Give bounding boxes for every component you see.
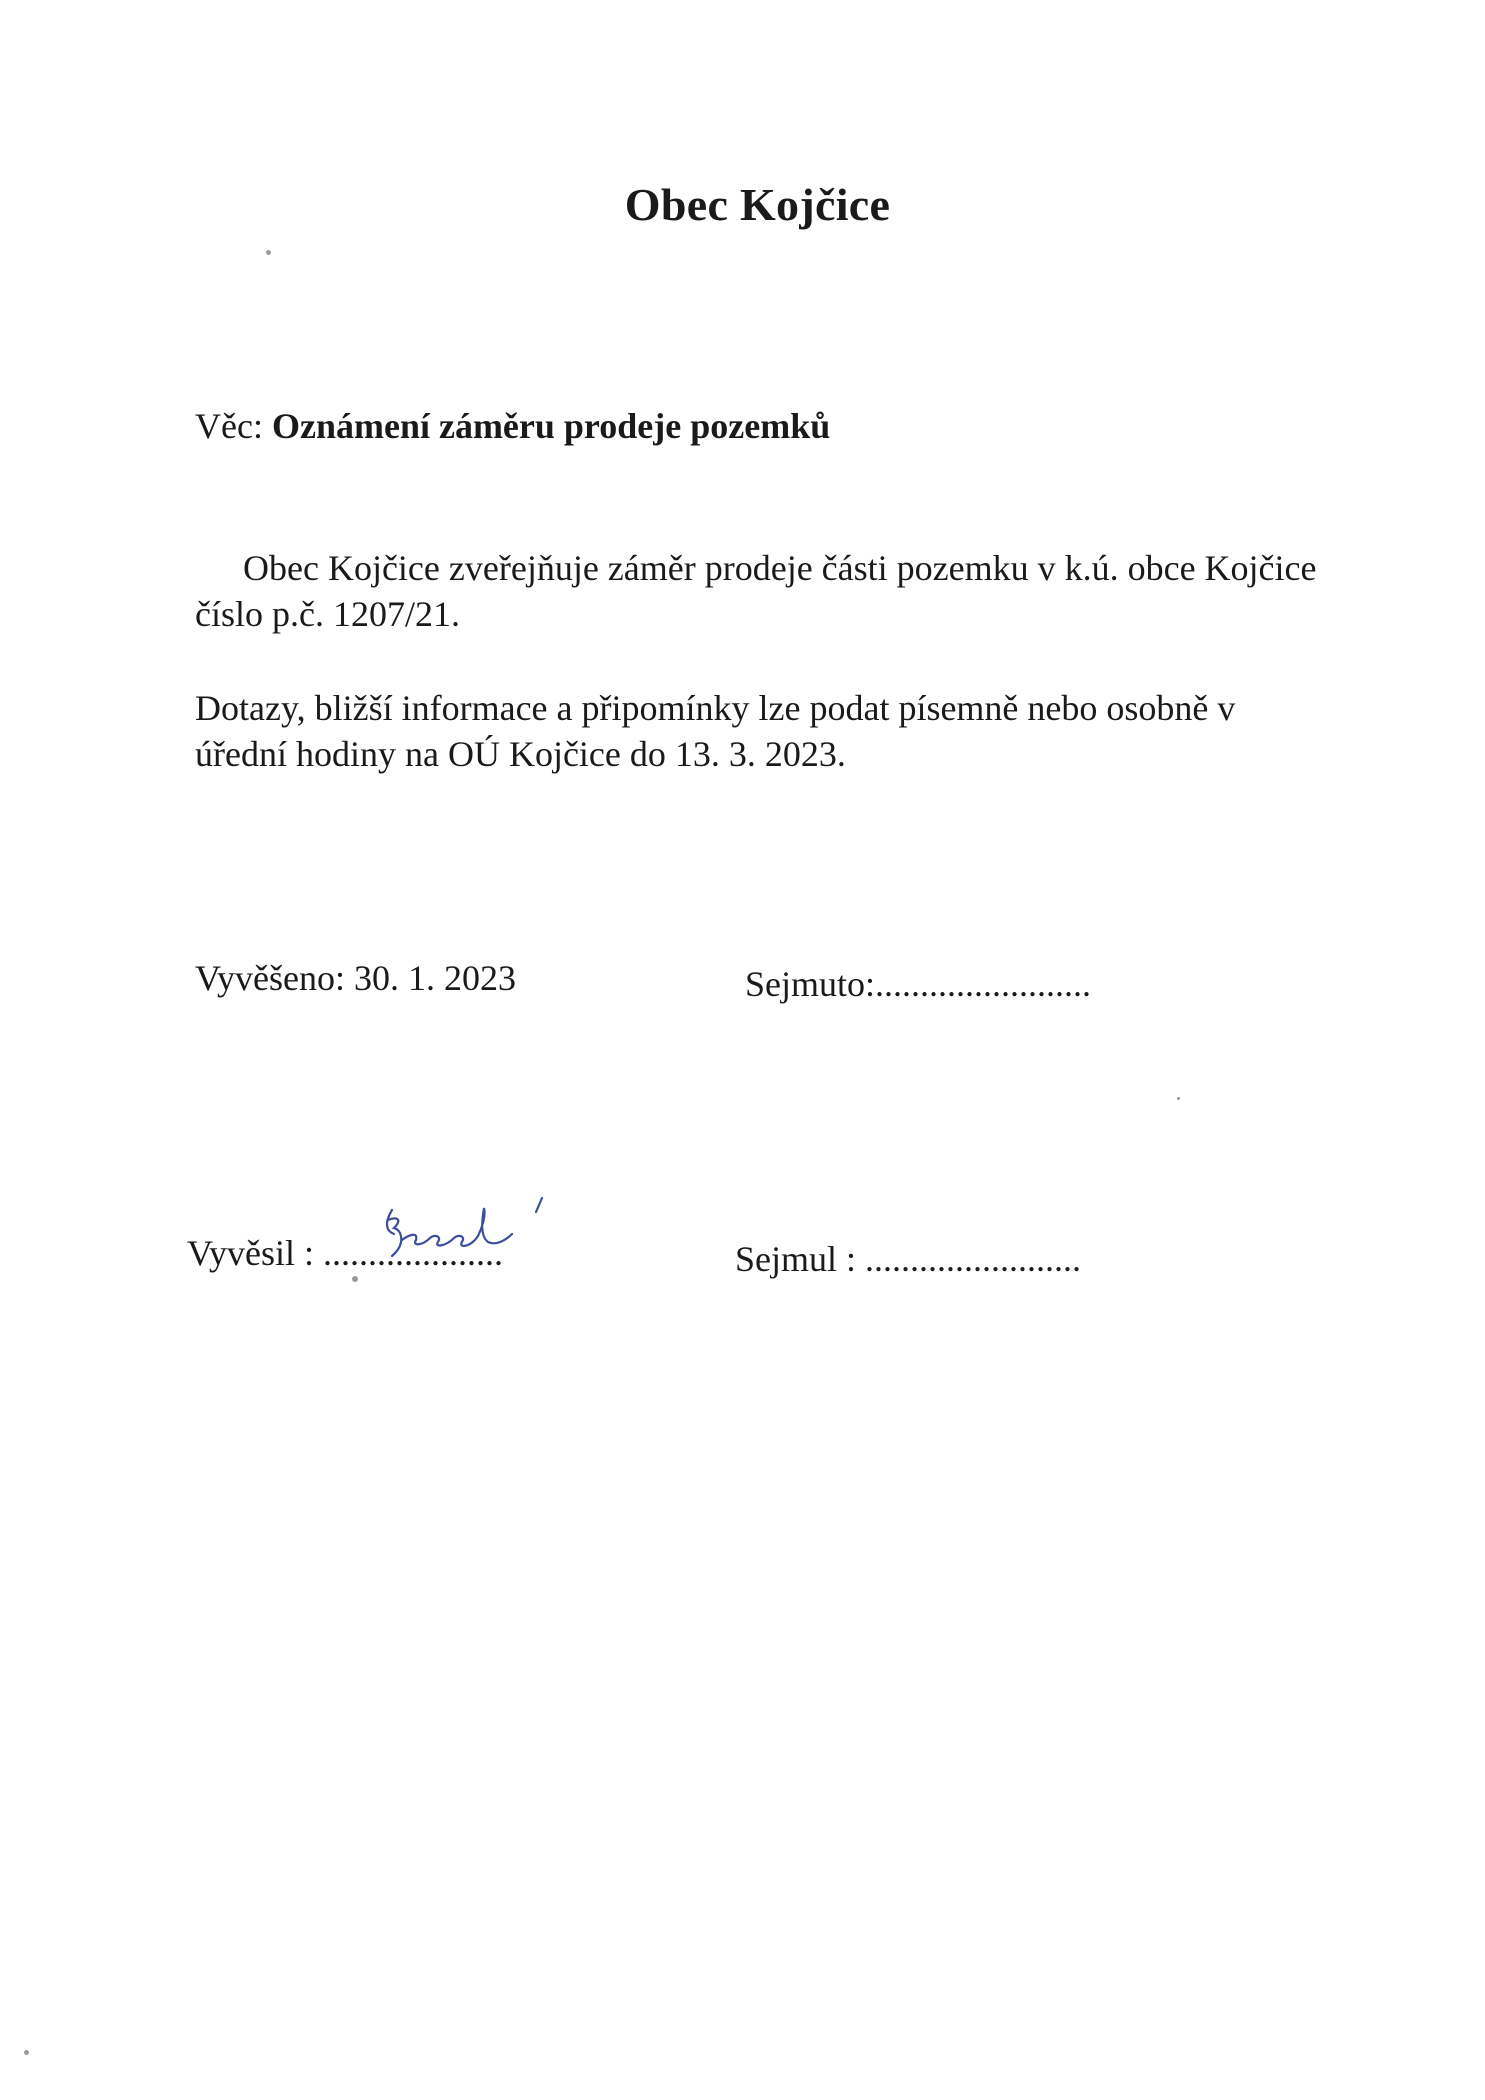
handwritten-signature [372,1190,572,1270]
paragraph-contact: Dotazy, bližší informace a připomínky lze podat písemně nebo osobně v úřední hodiny na OÚ Kojčice do 13. 3. 2023. [195,688,1236,774]
page-title: Obec Kojčice [624,179,891,230]
removed-by: Sejmul : ........................ [735,1239,1082,1279]
subject-label: Věc: [195,406,263,446]
posted-date: Vyvěšeno: 30. 1. 2023 [195,958,516,998]
scan-speck [24,2050,29,2055]
subject-text: Oznámení záměru prodeje pozemků [271,406,831,446]
scan-speck [266,250,271,255]
removed-date: Sejmuto:........................ [745,964,1092,1004]
paragraph-intent: Obec Kojčice zveřejňuje záměr prodeje části pozemku v k.ú. obce Kojčice číslo p.č. 1207/21. [195,548,1317,634]
posted-by: Vyvěsil : .................... [187,1233,504,1273]
scan-speck [352,1276,358,1282]
scan-speck [1177,1097,1180,1100]
subject-line [195,405,830,447]
